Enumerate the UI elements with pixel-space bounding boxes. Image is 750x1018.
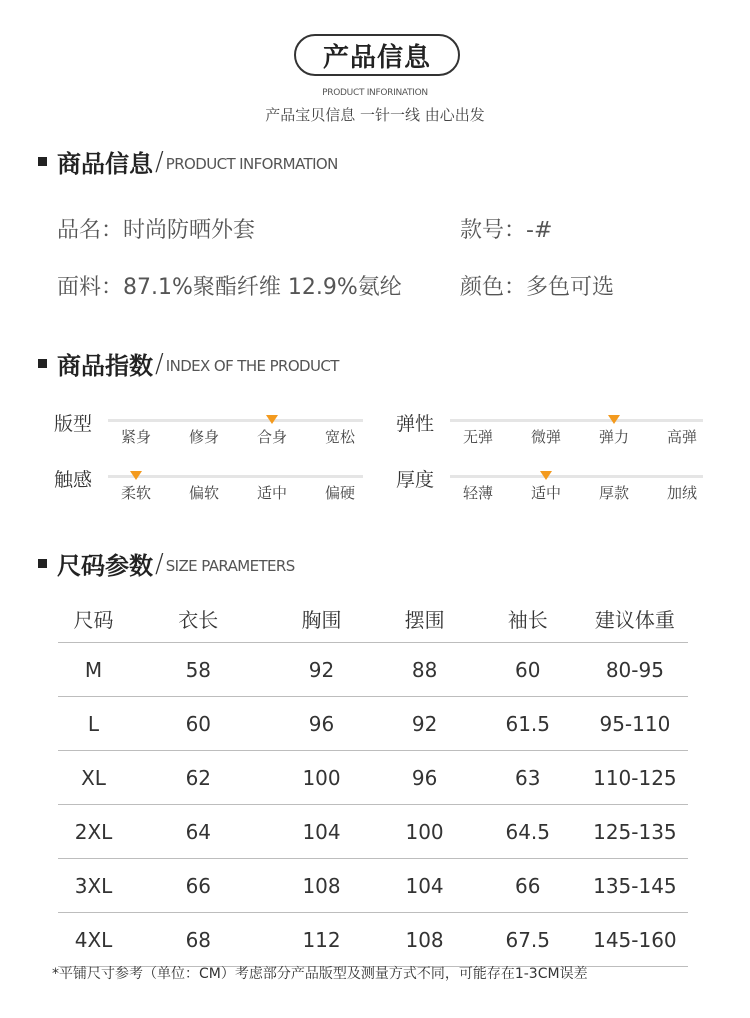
table-cell: 135-145 bbox=[593, 873, 677, 898]
table-cell: 95-110 bbox=[599, 711, 671, 736]
index-option: 无弹 bbox=[462, 428, 493, 446]
table-cell: L bbox=[87, 711, 100, 736]
table-cell: 66 bbox=[515, 873, 541, 898]
section-header-index bbox=[38, 346, 339, 381]
index-option: 合身 bbox=[256, 428, 287, 446]
table-row bbox=[58, 643, 688, 697]
table-row bbox=[58, 859, 688, 913]
table-cell: 63 bbox=[515, 765, 541, 790]
table-cell: 104 bbox=[302, 819, 341, 844]
table-header-cell: 建议体重 bbox=[594, 607, 675, 632]
table-cell: 4XL bbox=[74, 927, 113, 952]
index-option: 紧身 bbox=[120, 428, 151, 446]
product-style-no: 款号：-# bbox=[460, 218, 553, 243]
table-cell: 58 bbox=[185, 657, 212, 682]
section-bullet-icon bbox=[38, 359, 47, 368]
section-slash: / bbox=[155, 348, 164, 379]
page-subtitle-en: PRODUCT INFORINATION bbox=[322, 88, 428, 98]
product-name: 品名：时尚防晒外套 bbox=[57, 218, 256, 243]
table-cell: 88 bbox=[411, 657, 438, 682]
section-bullet-icon bbox=[38, 559, 47, 568]
index-option: 偏硬 bbox=[324, 484, 355, 502]
table-cell: 66 bbox=[185, 873, 212, 898]
table-row bbox=[58, 751, 688, 805]
table-cell: 112 bbox=[302, 927, 341, 952]
table-cell: 61.5 bbox=[505, 711, 550, 736]
product-color: 颜色：多色可选 bbox=[460, 275, 615, 300]
table-cell: 96 bbox=[308, 711, 335, 736]
table-cell: 67.5 bbox=[505, 927, 550, 952]
table-cell: 100 bbox=[302, 765, 341, 790]
index-marker-icon bbox=[608, 415, 620, 424]
index-option: 微弹 bbox=[530, 428, 561, 446]
table-row bbox=[58, 697, 688, 751]
table-cell: 96 bbox=[411, 765, 438, 790]
table-cell: 125-135 bbox=[593, 819, 677, 844]
table-cell: 64.5 bbox=[505, 819, 550, 844]
table-cell: 68 bbox=[185, 927, 212, 952]
index-option: 厚款 bbox=[598, 484, 629, 502]
index-option: 轻薄 bbox=[462, 484, 493, 502]
table-row bbox=[58, 913, 688, 967]
index-option: 偏软 bbox=[188, 484, 219, 502]
table-header-cell: 摆围 bbox=[404, 607, 445, 632]
index-option: 加绒 bbox=[666, 484, 697, 502]
section-subtitle: SIZE PARAMETERS bbox=[165, 556, 295, 575]
table-cell: 104 bbox=[405, 873, 444, 898]
size-note: *平铺尺寸参考（单位：CM）考虑部分产品版型及测量方式不同，可能存在1-3CM误差 bbox=[52, 966, 588, 982]
table-cell: 110-125 bbox=[593, 765, 677, 790]
index-scale-line bbox=[450, 419, 703, 422]
index-option: 宽松 bbox=[324, 428, 355, 446]
index-scale-line bbox=[108, 419, 363, 422]
table-cell: 62 bbox=[185, 765, 212, 790]
product-fabric: 面料：87.1%聚酯纤维 12.9%氨纶 bbox=[57, 275, 402, 300]
index-label: 厚度 bbox=[396, 469, 435, 491]
index-scale-line bbox=[108, 475, 363, 478]
index-option: 适中 bbox=[530, 484, 561, 502]
index-marker-icon bbox=[130, 471, 142, 480]
section-header-info bbox=[38, 144, 338, 179]
index-scale-line bbox=[450, 475, 703, 478]
section-title: 商品信息 bbox=[57, 150, 153, 178]
table-cell: M bbox=[84, 657, 103, 682]
section-header-size bbox=[38, 546, 295, 581]
table-cell: 60 bbox=[515, 657, 541, 682]
section-subtitle: INDEX OF THE PRODUCT bbox=[165, 356, 339, 375]
section-slash: / bbox=[155, 548, 164, 579]
table-cell: 145-160 bbox=[593, 927, 677, 952]
index-label: 版型 bbox=[54, 413, 93, 435]
table-cell: 60 bbox=[185, 711, 212, 736]
section-subtitle: PRODUCT INFORMATION bbox=[165, 154, 338, 173]
table-cell: 100 bbox=[405, 819, 444, 844]
table-header-cell: 胸围 bbox=[301, 607, 342, 632]
table-cell: 108 bbox=[405, 927, 444, 952]
table-cell: 92 bbox=[308, 657, 335, 682]
section-title: 商品指数 bbox=[57, 352, 153, 380]
table-cell: XL bbox=[81, 765, 106, 790]
table-cell: 3XL bbox=[74, 873, 113, 898]
table-cell: 2XL bbox=[74, 819, 113, 844]
table-header-cell: 衣长 bbox=[178, 607, 219, 632]
table-header-row bbox=[58, 594, 688, 643]
table-cell: 80-95 bbox=[605, 657, 664, 682]
index-option: 修身 bbox=[188, 428, 219, 446]
index-label: 触感 bbox=[54, 469, 93, 491]
index-option: 弹力 bbox=[598, 428, 629, 446]
table-header-cell: 袖长 bbox=[507, 607, 548, 632]
table-row bbox=[58, 805, 688, 859]
index-option: 柔软 bbox=[120, 484, 151, 502]
table-cell: 64 bbox=[185, 819, 212, 844]
section-title: 尺码参数 bbox=[57, 552, 153, 580]
table-header-cell: 尺码 bbox=[73, 607, 114, 632]
index-option: 高弹 bbox=[666, 428, 697, 446]
index-marker-icon bbox=[266, 415, 278, 424]
index-option: 适中 bbox=[256, 484, 287, 502]
page-subtitle-cn: 产品宝贝信息 一针一线 由心出发 bbox=[265, 106, 485, 124]
table-cell: 92 bbox=[411, 711, 438, 736]
size-table bbox=[58, 594, 688, 967]
table-cell: 108 bbox=[302, 873, 341, 898]
index-marker-icon bbox=[540, 471, 552, 480]
index-label: 弹性 bbox=[396, 413, 435, 435]
section-slash: / bbox=[155, 146, 164, 177]
section-bullet-icon bbox=[38, 157, 47, 166]
page-title: 产品信息 bbox=[294, 34, 460, 76]
